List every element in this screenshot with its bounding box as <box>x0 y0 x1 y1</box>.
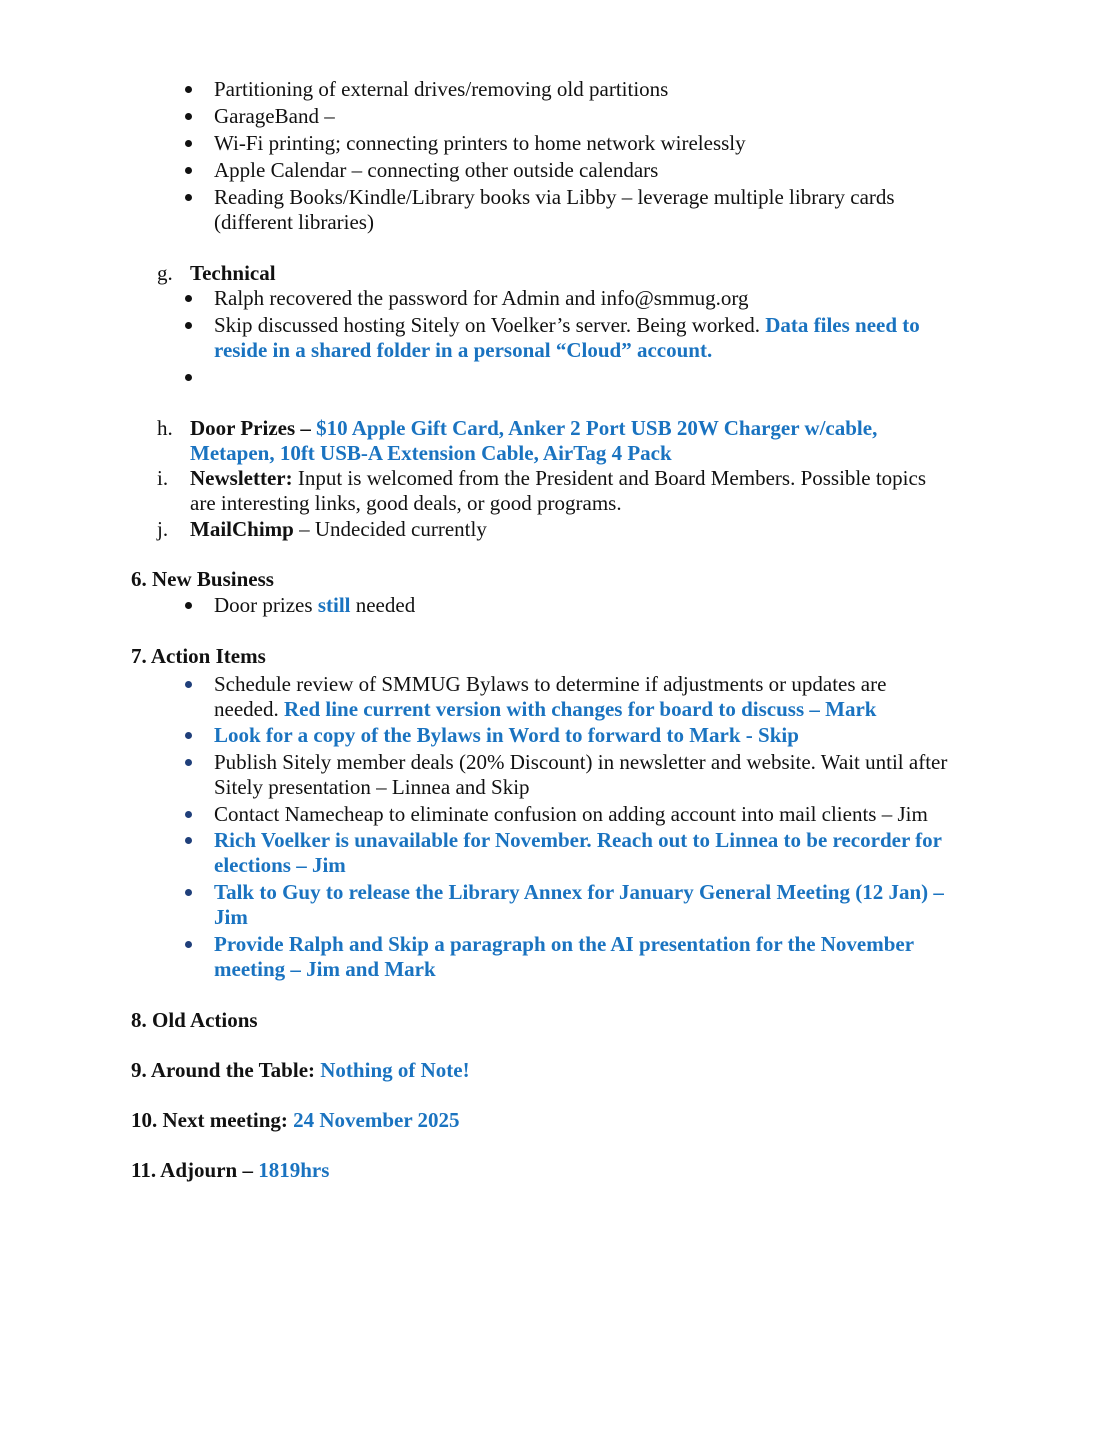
list-marker: i. <box>157 466 169 490</box>
list-item-text: Door prizes <box>214 593 318 617</box>
list-item: Publish Sitely member deals (20% Discount) in newsletter and website. Wait until after <box>214 750 948 774</box>
list-marker: j. <box>157 517 169 541</box>
bullet-icon <box>185 86 192 93</box>
next-meeting-date: 24 November 2025 <box>293 1108 460 1132</box>
section-heading: 10. Next meeting: <box>131 1108 294 1132</box>
list-item-continuation: Sitely presentation – Linnea and Skip <box>214 775 530 799</box>
bullet-icon <box>185 602 192 609</box>
body-text: are interesting links, good deals, or good programs. <box>190 491 622 515</box>
list-item: Contact Namecheap to eliminate confusion on adding account into mail clients – Jim <box>214 802 928 826</box>
section-adjourn <box>131 1158 329 1183</box>
list-item-continuation <box>214 697 876 722</box>
bullet-icon <box>185 113 192 120</box>
bullet-icon <box>185 140 192 147</box>
section-heading: 11. Adjourn – <box>131 1158 259 1182</box>
list-item: Rich Voelker is unavailable for November. Reach out to Linnea to be recorder for <box>214 828 942 852</box>
bullet-icon <box>185 759 192 766</box>
section-heading-old-actions: 8. Old Actions <box>131 1008 258 1032</box>
bullet-icon <box>185 167 192 174</box>
section-heading: 7. Action Items <box>131 644 266 668</box>
list-item-text: Skip discussed hosting Sitely on Voelker’s server. Being worked. <box>214 313 766 337</box>
list-item: Reading Books/Kindle/Library books via Libby – leverage multiple library cards <box>214 185 895 209</box>
list-marker: h. <box>157 416 173 440</box>
highlight-text: Data files need to <box>765 313 920 337</box>
list-item <box>214 313 920 338</box>
highlight-text: Metapen, 10ft USB-A Extension Cable, AirTag 4 Pack <box>190 441 672 465</box>
body-text: – Undecided currently <box>293 517 487 541</box>
section-title: MailChimp <box>190 517 294 541</box>
mailchimp-line <box>190 517 487 542</box>
list-item: Wi-Fi printing; connecting printers to home network wirelessly <box>214 131 746 155</box>
bullet-icon <box>185 295 192 302</box>
list-item: GarageBand – <box>214 104 335 128</box>
bullet-icon <box>185 889 192 896</box>
section-heading: 6. New Business <box>131 567 274 591</box>
list-item <box>214 593 415 618</box>
bullet-icon <box>185 322 192 329</box>
highlight-text: Nothing of Note! <box>320 1058 470 1082</box>
bullet-icon <box>185 681 192 688</box>
bullet-icon <box>185 732 192 739</box>
section-around-the-table <box>131 1058 470 1083</box>
list-item: Schedule review of SMMUG Bylaws to determine if adjustments or updates are <box>214 672 887 696</box>
list-item-text: needed. <box>214 697 284 721</box>
body-text: Input is welcomed from the President and Board Members. Possible topics <box>292 466 927 490</box>
highlight-text: Red line current version with changes for board to discuss – Mark <box>283 697 877 721</box>
section-title: Technical <box>190 261 276 285</box>
section-heading: 9. Around the Table: <box>131 1058 321 1082</box>
list-item: Partitioning of external drives/removing old partitions <box>214 77 669 101</box>
section-title: Newsletter: <box>190 466 293 490</box>
list-item-continuation: Jim <box>214 905 248 929</box>
list-item: Provide Ralph and Skip a paragraph on the AI presentation for the November <box>214 932 915 956</box>
list-marker: g. <box>157 261 173 285</box>
list-item: Look for a copy of the Bylaws in Word to forward to Mark - Skip <box>214 723 799 747</box>
list-item-continuation: (different libraries) <box>214 210 374 234</box>
bullet-icon <box>185 837 192 844</box>
section-next-meeting <box>131 1108 460 1133</box>
list-item-continuation: meeting – Jim and Mark <box>214 957 436 981</box>
newsletter-line <box>190 466 926 491</box>
adjourn-time: 1819hrs <box>258 1158 330 1182</box>
list-item-continuation: elections – Jim <box>214 853 346 877</box>
list-item: Ralph recovered the password for Admin and info@smmug.org <box>214 286 749 310</box>
list-item: Talk to Guy to release the Library Annex for January General Meeting (12 Jan) – <box>214 880 944 904</box>
highlight-text: $10 Apple Gift Card, Anker 2 Port USB 20W Charger w/cable, <box>316 416 878 440</box>
highlight-text: reside in a shared folder in a personal “Cloud” account. <box>214 338 713 362</box>
bullet-icon <box>185 194 192 201</box>
door-prizes-line <box>190 416 877 441</box>
list-item-text: needed <box>350 593 416 617</box>
highlight-text: still <box>317 593 351 617</box>
bullet-icon <box>185 941 192 948</box>
bullet-icon-empty <box>185 374 192 381</box>
list-item: Apple Calendar – connecting other outside calendars <box>214 158 659 182</box>
bullet-icon <box>185 811 192 818</box>
section-title: Door Prizes – <box>190 416 317 440</box>
